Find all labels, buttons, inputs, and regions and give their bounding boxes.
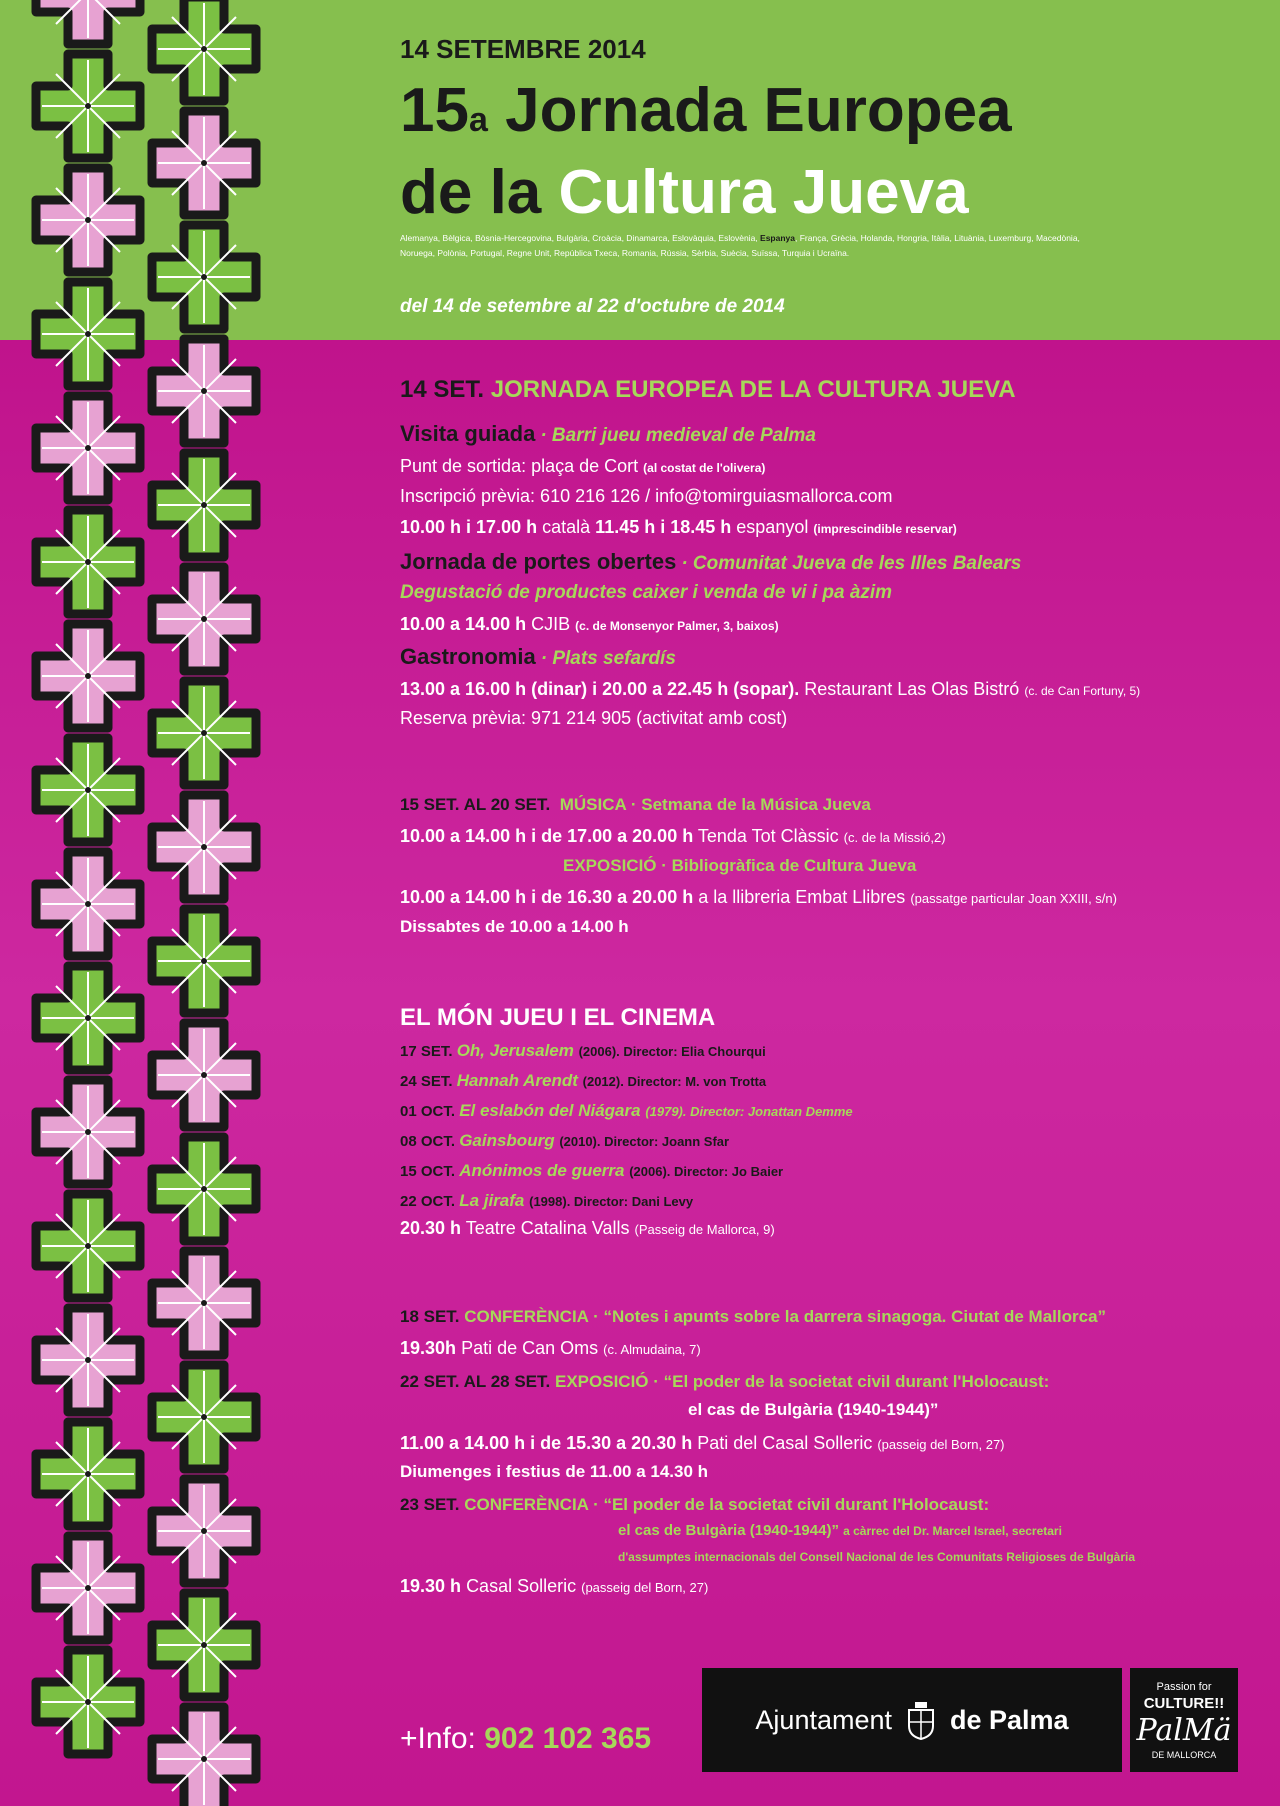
- pattern-cross: [36, 282, 140, 386]
- pattern-cross: [36, 966, 140, 1070]
- film-row: [400, 1070, 766, 1091]
- film-date: 15 OCT.: [400, 1163, 460, 1180]
- event-period: del 14 de setembre al 22 d'octubre de 2014: [400, 296, 785, 317]
- gastronomy-heading: Gastronomia · Plats sefardís: [400, 644, 676, 669]
- pattern-cross: [36, 738, 140, 842]
- open-day-subtitle: Degustació de productes caixer i venda de vi i pa àzim: [400, 582, 893, 603]
- pattern-cross: [152, 795, 256, 899]
- open-day-schedule: 10.00 a 14.00 h CJIB (c. de Monsenyor Palmer, 3, baixos): [400, 614, 779, 634]
- svg-text:CULTURE!!: CULTURE!!: [1143, 1695, 1225, 1712]
- pattern-cross: [152, 1023, 256, 1127]
- pattern-cross: [36, 396, 140, 500]
- cinema-heading: EL MÓN JUEU I EL CINEMA: [400, 1004, 716, 1031]
- event-date: 14 SETEMBRE 2014: [400, 34, 646, 64]
- film-row: [400, 1160, 783, 1181]
- cinema-venue: 20.30 h Teatre Catalina Valls (Passeig de Mallorca, 9): [400, 1218, 775, 1238]
- conference1-heading: 18 SET. CONFERÈNCIA · “Notes i apunts sobre la darrera sinagoga. Ciutat de Mallorca”: [400, 1307, 1107, 1326]
- music-schedule: 10.00 a 14.00 h i de 17.00 a 20.00 h Tenda Tot Clàssic (c. de la Missió,2): [400, 826, 946, 846]
- page-title-line2: de la Cultura Jueva: [400, 158, 969, 227]
- pattern-cross: [36, 0, 140, 44]
- visit-heading: Visita guiada · Barri jueu medieval de Palma: [400, 421, 816, 446]
- page-title-line1: 15a Jornada Europea: [400, 76, 1012, 145]
- film-date: 17 SET.: [400, 1043, 457, 1060]
- film-row: [400, 1130, 729, 1151]
- pattern-cross: [36, 54, 140, 158]
- pattern-cross: [152, 225, 256, 329]
- film-info: (2010). Director: Joann Sfar: [559, 1134, 730, 1149]
- pattern-cross: [36, 852, 140, 956]
- film-title: Hannah Arendt: [456, 1071, 583, 1090]
- pattern-cross: [36, 1422, 140, 1526]
- coat-of-arms-icon: [906, 1700, 936, 1740]
- expo-schedule: 10.00 a 14.00 h i de 16.30 a 20.00 h a la llibreria Embat Llibres (passatge particular Joan XXIII, s/n): [400, 887, 1117, 907]
- film-date: 08 OCT.: [400, 1133, 460, 1150]
- exhibition-schedule: 11.00 a 14.00 h i de 15.30 a 20.30 h Pati del Casal Solleric (passeig del Born, 27): [400, 1433, 1005, 1453]
- exhibition-heading: 22 SET. AL 28 SET. EXPOSICIÓ · “El poder de la societat civil durant l'Holocaust:: [400, 1372, 1050, 1391]
- pattern-cross: [152, 1137, 256, 1241]
- conference2-title-line2: el cas de Bulgària (1940-1944)” a càrrec del Dr. Marcel Israel, secretari: [618, 1522, 1062, 1539]
- film-info: (2006). Director: Elia Chourqui: [578, 1044, 766, 1059]
- pattern-cross: [152, 681, 256, 785]
- exhibition-title-line2: el cas de Bulgària (1940-1944)”: [688, 1400, 939, 1419]
- svg-text:PalMä: PalMä: [1136, 1713, 1232, 1748]
- film-date: 24 SET.: [400, 1073, 457, 1090]
- expo-saturdays: Dissabtes de 10.00 a 14.00 h: [400, 917, 629, 936]
- pattern-cross: [152, 0, 256, 101]
- film-info: (2012). Director: M. von Trotta: [582, 1074, 767, 1089]
- pattern-cross: [152, 1479, 256, 1583]
- film-info: (2006). Director: Jo Baier: [629, 1164, 784, 1179]
- visit-schedule: 10.00 h i 17.00 h català 11.45 h i 18.45 h espanyol (imprescindible reservar): [400, 517, 957, 537]
- pattern-cross: [152, 1365, 256, 1469]
- svg-text:DE MALLORCA: DE MALLORCA: [1151, 1750, 1217, 1760]
- film-info: (1979). Director: Jonattan Demme: [645, 1104, 853, 1119]
- palma-culture-logo: [1130, 1668, 1238, 1772]
- visit-meeting-point: Punt de sortida: plaça de Cort (al costat de l'olivera): [400, 456, 766, 476]
- pattern-cross: [152, 909, 256, 1013]
- pattern-cross: [152, 339, 256, 443]
- pattern-cross: [36, 1650, 140, 1754]
- expo-heading: EXPOSICIÓ · Bibliogràfica de Cultura Jueva: [563, 856, 917, 875]
- pattern-cross: [152, 453, 256, 557]
- pattern-cross: [36, 624, 140, 728]
- gastronomy-booking: Reserva prèvia: 971 214 905 (activitat amb cost): [400, 708, 788, 728]
- open-day-heading: Jornada de portes obertes · Comunitat Jueva de les Illes Balears: [400, 549, 1022, 574]
- film-title: Oh, Jerusalem: [456, 1041, 579, 1060]
- countries-list: Alemanya, Bèlgica, Bòsnia-Hercegovina, Bulgària, Croàcia, Dinamarca, Eslovàquia, Eslovènia, Espanya, França, Grècia, Holanda, Hongria, Itàlia, Lituània, Luxemburg, Macedònia, Noruega, Polònia, Portugal, Regne Unit, República Txeca, Romania, Rússia, Sèrbia, Suècia, Suïssa, Turquia i Ucraïna.: [400, 233, 1080, 258]
- conference1-schedule: 19.30h Pati de Can Oms (c. Almudaina, 7): [400, 1338, 701, 1358]
- pattern-cross: [152, 1593, 256, 1697]
- decorative-pattern: [30, 0, 262, 1806]
- pattern-cross: [36, 168, 140, 272]
- film-title: Gainsbourg: [459, 1131, 560, 1150]
- film-date: 01 OCT.: [400, 1103, 460, 1120]
- pattern-cross: [36, 1308, 140, 1412]
- conference2-schedule: 19.30 h Casal Solleric (passeig del Born, 27): [400, 1576, 709, 1596]
- pattern-cross: [36, 1536, 140, 1640]
- music-heading: 15 SET. AL 20 SET. MÚSICA · Setmana de la Música Jueva: [400, 795, 871, 814]
- film-row: [400, 1190, 693, 1211]
- conference2-heading: 23 SET. CONFERÈNCIA · “El poder de la societat civil durant l'Holocaust:: [400, 1495, 990, 1514]
- pattern-cross: [152, 1707, 256, 1806]
- info-phone: +Info: 902 102 365: [400, 1722, 652, 1755]
- section1-heading: 14 SET. JORNADA EUROPEA DE LA CULTURA JUEVA: [400, 376, 1016, 403]
- gastronomy-schedule: 13.00 a 16.00 h (dinar) i 20.00 a 22.45 h (sopar). Restaurant Las Olas Bistró (c. de Can Fortuny, 5): [400, 679, 1141, 699]
- film-title: La jirafa: [459, 1191, 530, 1210]
- film-title: Anónimos de guerra: [459, 1161, 630, 1180]
- ajuntament-logo: Ajuntament de Palma: [702, 1668, 1122, 1772]
- pattern-cross: [36, 1194, 140, 1298]
- pattern-cross: [152, 111, 256, 215]
- pattern-cross: [36, 1080, 140, 1184]
- film-date: 22 OCT.: [400, 1193, 460, 1210]
- film-info: (1998). Director: Dani Levy: [529, 1194, 694, 1209]
- pattern-cross: [152, 1251, 256, 1355]
- film-title: El eslabón del Niágara: [459, 1101, 646, 1120]
- visit-registration: Inscripció prèvia: 610 216 126 / info@tomirguiasmallorca.com: [400, 486, 893, 506]
- film-row: [400, 1100, 853, 1121]
- conference2-speaker: d'assumptes internacionals del Consell Nacional de les Comunitats Religioses de Bulgària: [618, 1550, 1135, 1564]
- film-row: [400, 1040, 766, 1061]
- svg-text:Passion for: Passion for: [1156, 1681, 1212, 1693]
- pattern-cross: [36, 510, 140, 614]
- exhibition-sundays: Diumenges i festius de 11.00 a 14.30 h: [400, 1462, 709, 1481]
- pattern-cross: [152, 567, 256, 671]
